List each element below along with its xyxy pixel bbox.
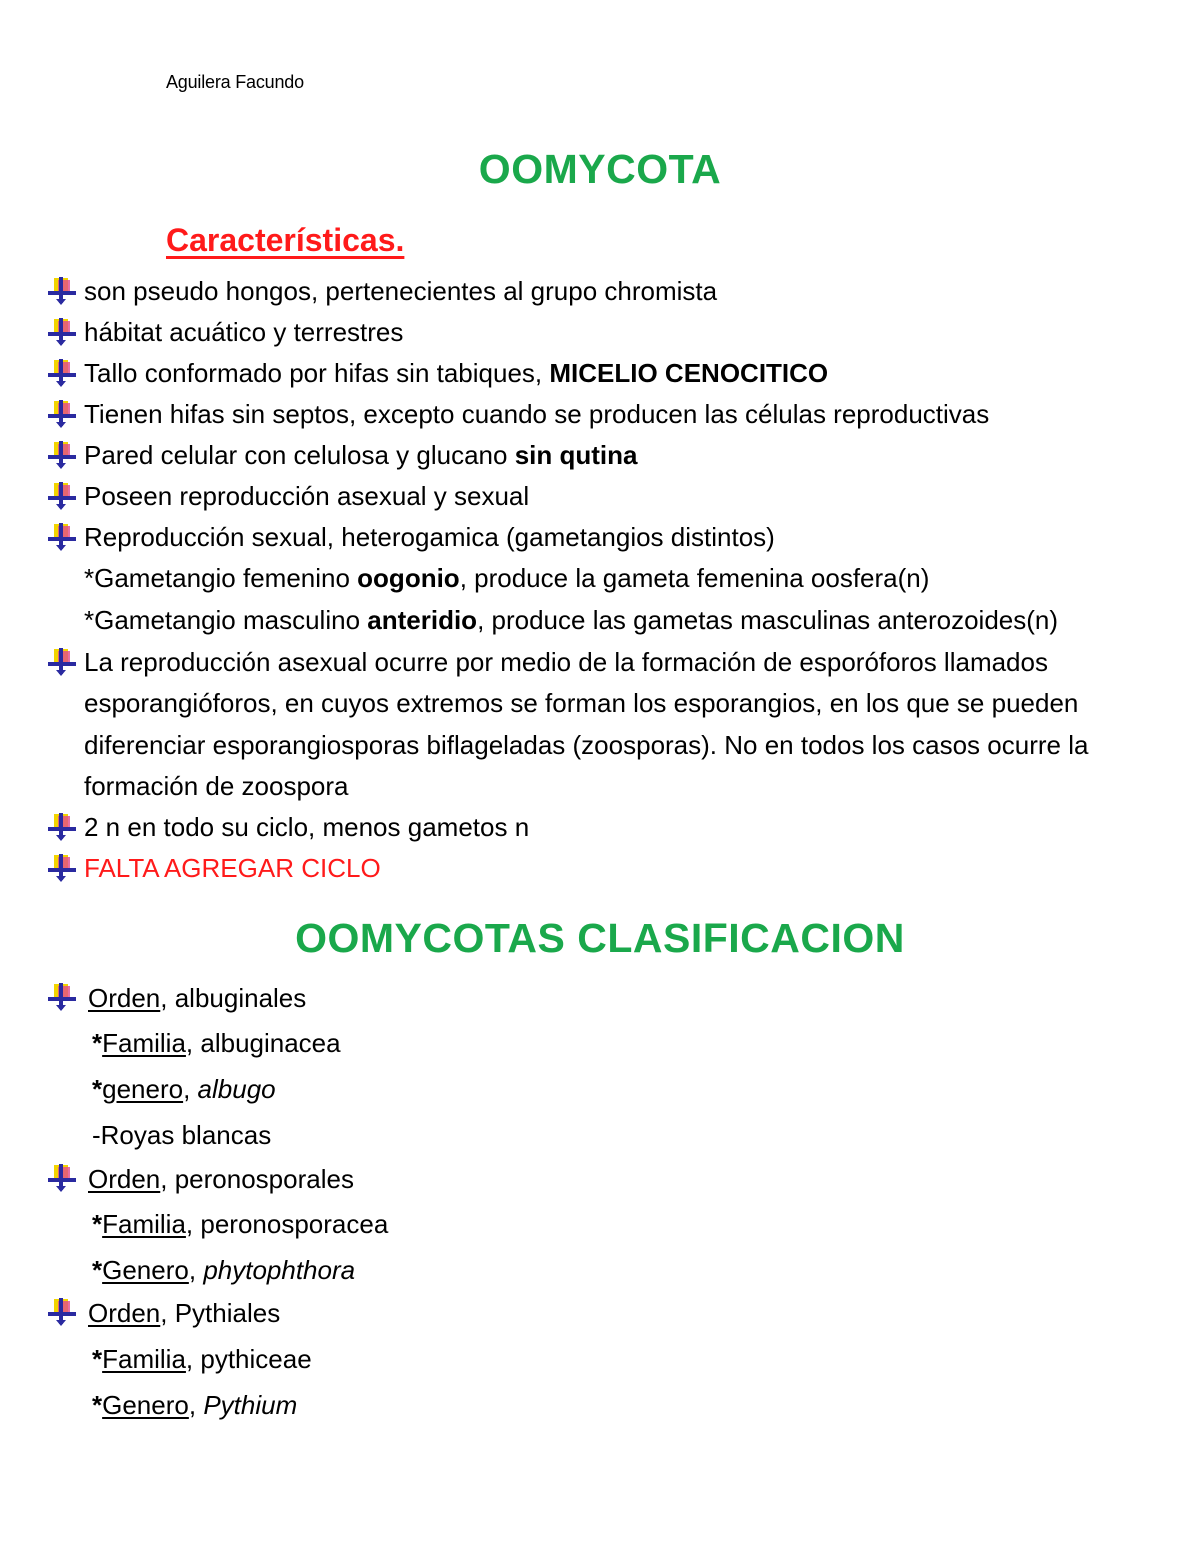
list-item: Tallo conformado por hifas sin tabiques, MICELIO CENOCITICO <box>84 358 829 388</box>
bullet-icon <box>46 523 78 551</box>
order-row: Orden, Pythiales <box>88 1298 281 1328</box>
list-item-todo: FALTA AGREGAR CICLO <box>84 853 381 883</box>
order-row: Orden, albuginales <box>88 983 307 1013</box>
genus-row: *Genero, phytophthora <box>92 1255 356 1285</box>
list-item: son pseudo hongos, pertenecientes al grupo chromista <box>84 276 718 306</box>
bullet-icon <box>46 318 78 346</box>
bullet-icon <box>46 482 78 510</box>
bullet-icon <box>46 648 78 676</box>
bullet-icon <box>46 277 78 305</box>
bullet-icon <box>46 400 78 428</box>
list-item: Pared celular con celulosa y glucano sin qutina <box>84 440 638 470</box>
bullet-icon <box>46 854 78 882</box>
bullet-icon <box>46 813 78 841</box>
list-item-continuation: esporangióforos, en cuyos extremos se forman los esporangios, en los que se pueden <box>84 688 1079 718</box>
genus-row: *Genero, Pythium <box>92 1390 298 1420</box>
bullet-icon <box>46 1298 78 1326</box>
page-title: OOMYCOTA <box>478 146 722 192</box>
bullet-icon <box>46 983 78 1011</box>
list-subitem: *Gametangio masculino anteridio, produce las gametas masculinas anterozoides(n) <box>84 605 1059 635</box>
list-item: 2 n en todo su ciclo, menos gametos n <box>84 812 530 842</box>
section-subtitle: Características. <box>166 222 405 258</box>
genus-row: *genero, albugo <box>92 1074 276 1104</box>
family-row: *Familia, albuginacea <box>92 1028 341 1058</box>
bullet-icon <box>46 1164 78 1192</box>
family-row: *Familia, pythiceae <box>92 1344 312 1374</box>
bullet-icon <box>46 359 78 387</box>
list-subitem: *Gametangio femenino oogonio, produce la gameta femenina oosfera(n) <box>84 563 930 593</box>
family-row: *Familia, peronosporacea <box>92 1209 389 1239</box>
list-item: La reproducción asexual ocurre por medio de la formación de esporóforos llamados <box>84 647 1048 677</box>
bullet-icon <box>46 441 78 469</box>
classification-title: OOMYCOTAS CLASIFICACION <box>295 915 905 961</box>
list-item: hábitat acuático y terrestres <box>84 317 404 347</box>
list-item: Reproducción sexual, heterogamica (gametangios distintos) <box>84 522 775 552</box>
list-item-continuation: diferenciar esporangiosporas biflageladas (zoosporas). No en todos los casos ocurre la <box>84 730 1089 760</box>
author-name: Aguilera Facundo <box>166 72 304 92</box>
list-item: Poseen reproducción asexual y sexual <box>84 481 530 511</box>
order-row: Orden, peronosporales <box>88 1164 354 1194</box>
list-item: Tienen hifas sin septos, excepto cuando se producen las células reproductivas <box>84 399 990 429</box>
note-row: -Royas blancas <box>92 1120 272 1150</box>
list-item-continuation: formación de zoospora <box>84 771 349 801</box>
